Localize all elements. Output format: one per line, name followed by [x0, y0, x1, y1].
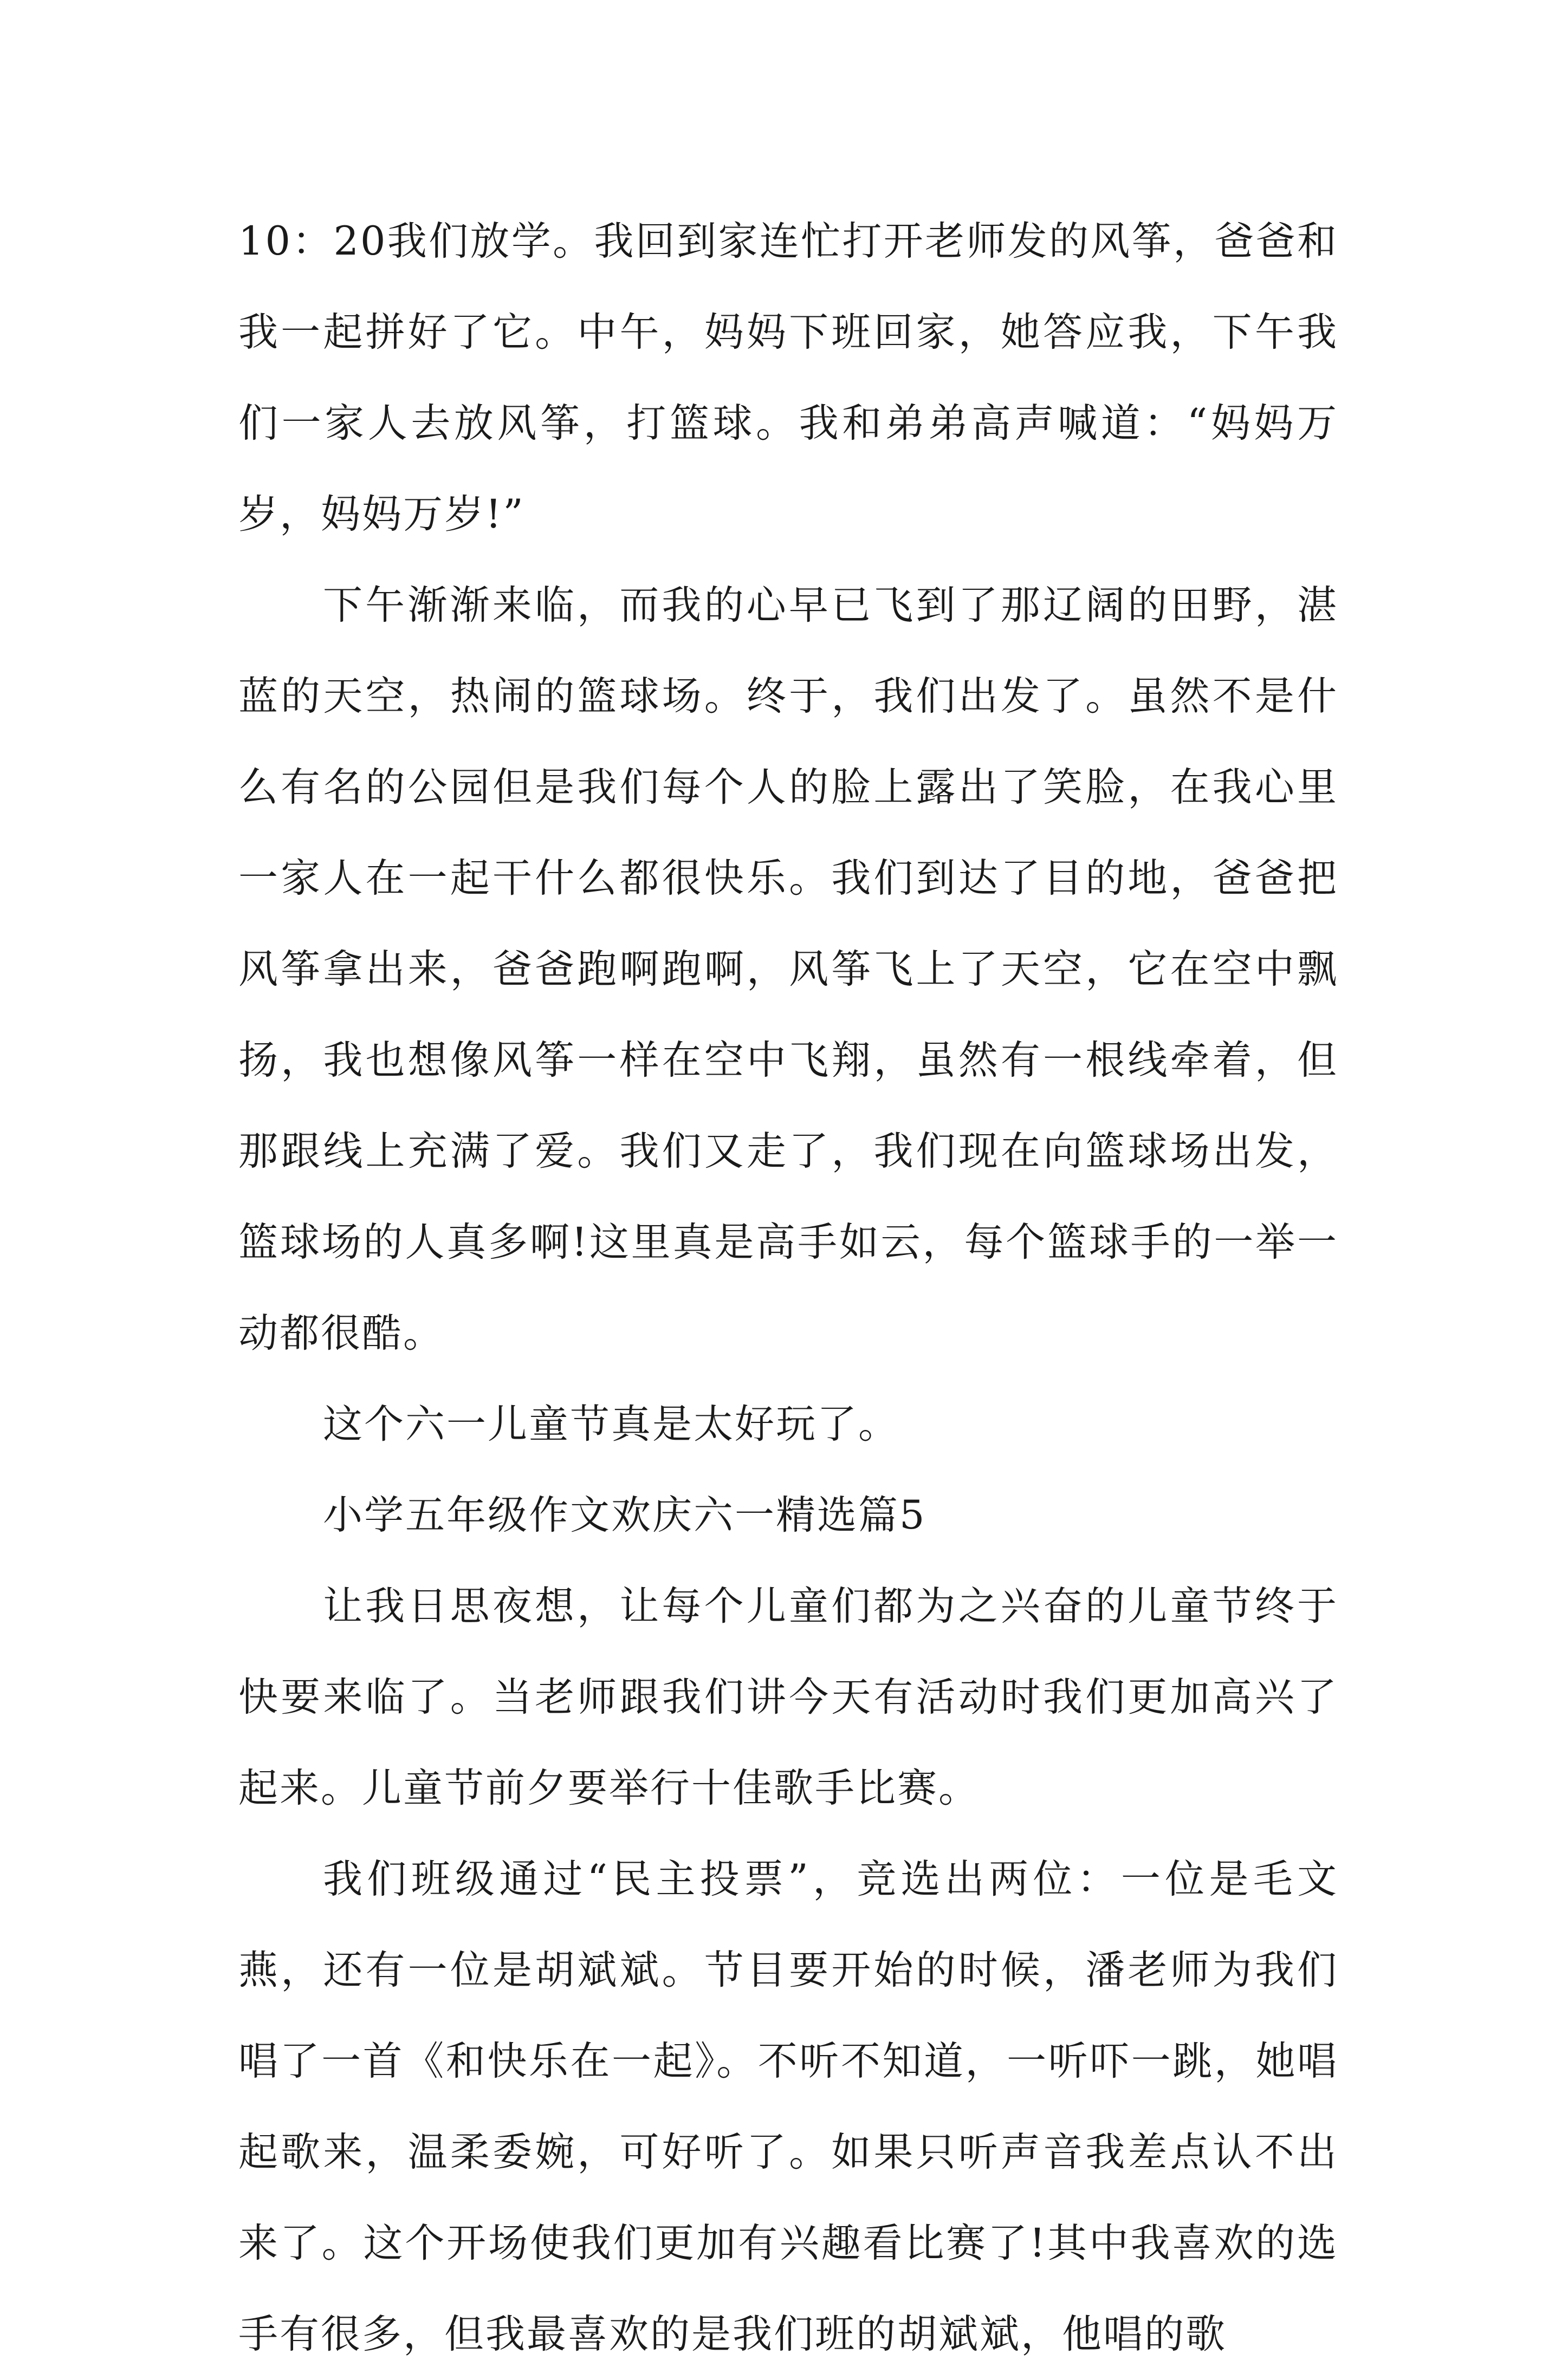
paragraph-1: 10：20我们放学。我回到家连忙打开老师发的风筝，爸爸和我一起拼好了它。中午，妈妈下班回家，她答应我，下午我们一家人去放风筝，打篮球。我和弟弟高声喊道：“妈妈万岁，妈妈万岁!” — [238, 218, 1338, 537]
section-heading: 小学五年级作文欢庆六一精选篇5 — [323, 1492, 926, 1538]
paragraph-3: 这个六一儿童节真是太好玩了。 — [323, 1401, 899, 1447]
document-body — [238, 196, 1338, 2380]
paragraph-5: 我们班级通过“民主投票”，竞选出两位：一位是毛文燕，还有一位是胡斌斌。节目要开始的时候，潘老师为我们唱了一首《和快乐在一起》。不听不知道，一听吓一跳，她唱起歌来，温柔委婉，可好听了。如果只听声音我差点认不出来了。这个开场使我们更加有兴趣看比赛了!其中我喜欢的选手有很多，但我最喜欢的是我们班的胡斌斌，他唱的歌 — [238, 1856, 1338, 2357]
paragraph-2: 下午渐渐来临，而我的心早已飞到了那辽阔的田野，湛蓝的天空，热闹的篮球场。终于，我们出发了。虽然不是什么有名的公园但是我们每个人的脸上露出了笑脸，在我心里一家人在一起干什么都很快乐。我们到达了目的地，爸爸把风筝拿出来，爸爸跑啊跑啊，风筝飞上了天空，它在空中飘扬，我也想像风筝一样在空中飞翔，虽然有一根线牵着，但那跟线上充满了爱。我们又走了，我们现在向篮球场出发，篮球场的人真多啊!这里真是高手如云，每个篮球手的一举一动都很酷。 — [238, 582, 1338, 1356]
paragraph-4: 让我日思夜想，让每个儿童们都为之兴奋的儿童节终于快要来临了。当老师跟我们讲今天有活动时我们更加高兴了起来。儿童节前夕要举行十佳歌手比赛。 — [238, 1583, 1338, 1811]
